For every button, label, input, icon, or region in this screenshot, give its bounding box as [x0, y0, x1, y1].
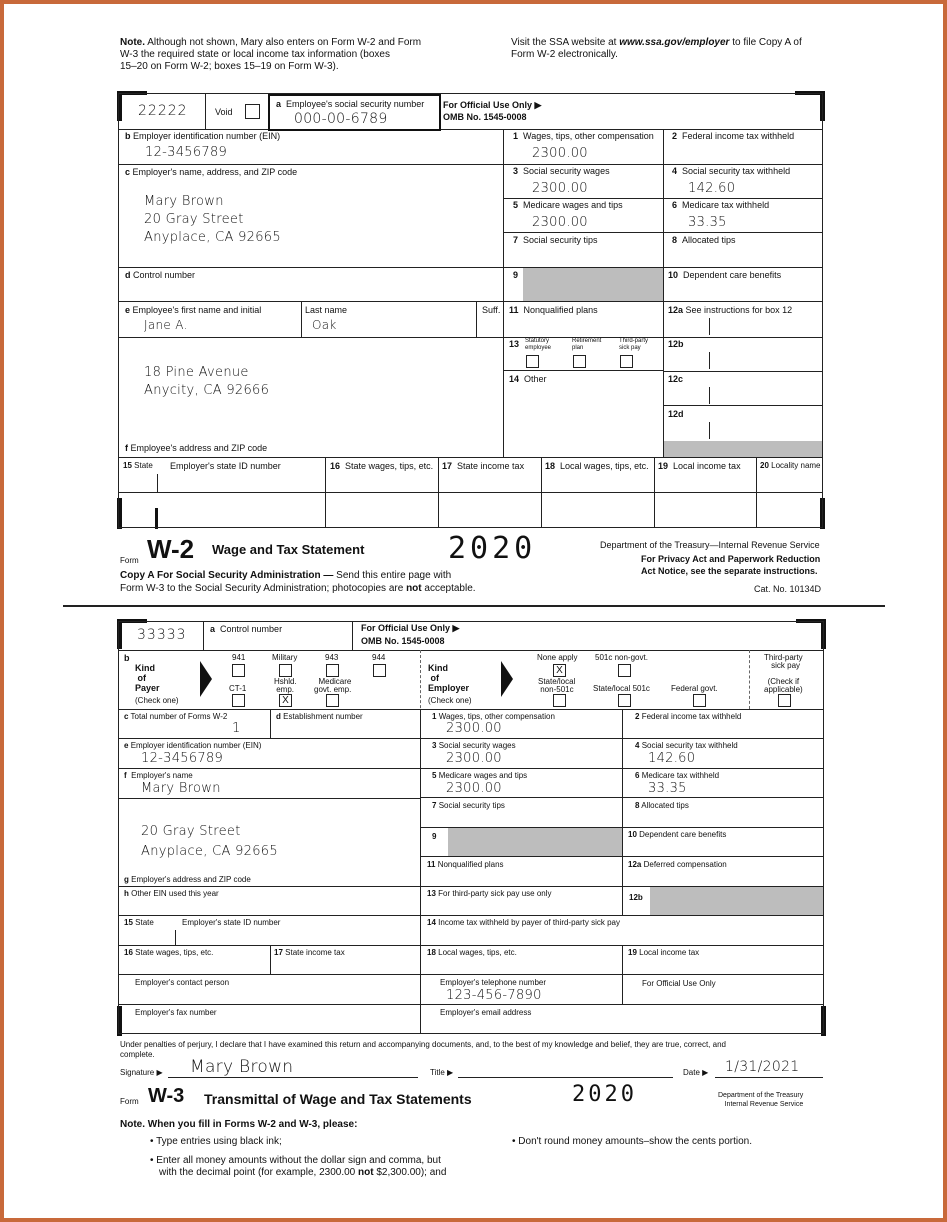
payer-medicare-govt-checkbox[interactable] — [326, 694, 339, 707]
box10-label: 10 Dependent care benefits — [668, 270, 782, 280]
box2-label: 2 Federal income tax withheld — [672, 131, 795, 141]
employer-label: c Employer's name, address, and ZIP code — [125, 167, 298, 177]
payer-944-checkbox[interactable] — [373, 664, 386, 677]
w3-box5-value: 2300.00 — [446, 781, 502, 796]
w3-box7-label: 7 Social security tips — [432, 801, 505, 810]
employer-501c-label: 501c non-govt. — [595, 653, 648, 662]
box7-label: 7 Social security tips — [513, 235, 598, 245]
w2-form-word: Form — [120, 556, 139, 565]
void-checkbox[interactable] — [245, 104, 260, 119]
w3-box3-label: 3 Social security wages — [432, 741, 516, 750]
kind-of-payer-arrow — [200, 661, 212, 697]
employee-first-name-label: e Employee's first name and initial — [125, 305, 262, 315]
box15-label: 15 State — [123, 461, 153, 470]
box3-value: 2300.00 — [532, 181, 588, 196]
w3-form-title: Transmittal of Wage and Tax Statements — [204, 1091, 472, 1107]
w3-box6-label: 6 Medicare tax withheld — [635, 771, 720, 780]
box20-label: 20 Locality name — [760, 461, 821, 470]
box5-value: 2300.00 — [532, 215, 588, 230]
ein-label: b Employer identification number (EIN) — [125, 131, 281, 141]
top-note-left: Note. Although not shown, Mary also enters on Form W-2 and Form W-3 the required state or local income tax information (boxes 15–20 on Form W-2; boxes 15–19 on Form W-3). — [120, 37, 422, 72]
w3-box4-value: 142.60 — [648, 751, 696, 766]
payer-hshld-checkbox[interactable]: X — [279, 694, 292, 707]
payer-medicare-govt-label: Medicare govt. emp. — [314, 677, 352, 694]
w3-state-id-label: Employer's state ID number — [182, 918, 281, 927]
w3-employer-address-2: Anyplace, CA 92665 — [141, 844, 278, 859]
employee-last-name: Oak — [312, 318, 337, 332]
w3-code: 33333 — [137, 627, 187, 643]
w3-employer-address-1: 20 Gray Street — [141, 824, 241, 839]
payer-943-checkbox[interactable] — [326, 664, 339, 677]
box4-value: 142.60 — [688, 181, 736, 196]
w3-omb-number: OMB No. 1545-0008 — [361, 636, 445, 646]
box14-label: 14 Other — [509, 374, 547, 384]
w2-cat-number: Cat. No. 10134D — [754, 584, 822, 594]
kind-of-employer-check-one: (Check one) — [428, 696, 472, 705]
employee-first-name: Jane A. — [144, 318, 188, 332]
bottom-note-bullet-3: • Don't round money amounts–show the cents portion. — [512, 1136, 752, 1147]
date-value: 1/31/2021 — [725, 1059, 800, 1075]
box8-label: 8 Allocated tips — [672, 235, 736, 245]
payer-941-checkbox[interactable] — [232, 664, 245, 677]
box12a-label: 12a See instructions for box 12 — [668, 305, 793, 315]
employer-state-local-non501c-checkbox[interactable] — [553, 694, 566, 707]
signature-value: Mary Brown — [190, 1057, 294, 1077]
employer-address-2: Anyplace, CA 92665 — [144, 230, 281, 245]
w2-privacy-1: For Privacy Act and Paperwork Reduction — [641, 554, 821, 564]
w3-box9-shaded — [448, 828, 622, 856]
corner-mark — [155, 508, 158, 529]
w3-box3-value: 2300.00 — [446, 751, 502, 766]
bottom-note-title: Note. When you fill in Forms W-2 and W-3, please: — [120, 1119, 358, 1130]
retirement-plan-label: Retirement plan — [572, 338, 602, 351]
kind-of-employer-arrow — [501, 661, 513, 697]
w3-box5-label: 5 Medicare wages and tips — [432, 771, 528, 780]
box12d-shaded — [664, 441, 822, 457]
employer-address-1: 20 Gray Street — [144, 212, 244, 227]
box6-value: 33.35 — [688, 215, 727, 230]
w2-code: 22222 — [138, 103, 188, 119]
statutory-employee-label: Statutory employee — [525, 338, 552, 351]
w3-box19-label: 19 Local income tax — [628, 948, 700, 957]
box3-label: 3 Social security wages — [513, 166, 610, 176]
box4-label: 4 Social security tax withheld — [672, 166, 791, 176]
third-party-sick-pay-label: Third-party sick pay — [619, 338, 649, 351]
w2-privacy-2: Act Notice, see the separate instructions. — [641, 566, 818, 576]
w3-box15-label: 15 State — [124, 918, 154, 927]
payer-military-checkbox[interactable] — [279, 664, 292, 677]
other-ein-label: h Other EIN used this year — [124, 889, 219, 898]
state-id-label: Employer's state ID number — [170, 461, 281, 471]
w3-ein-label: e Employer identification number (EIN) — [124, 741, 262, 750]
omb-number: OMB No. 1545-0008 — [443, 112, 527, 122]
kind-of-payer-label: Kind of Payer — [135, 663, 160, 693]
kind-of-employer-label: Kind of Employer — [428, 663, 470, 693]
bottom-note-bullet-2b: with the decimal point (for example, 2300.00 not $2,300.00); and — [159, 1167, 447, 1178]
employer-501c-checkbox[interactable] — [618, 664, 631, 677]
box9-shaded — [523, 268, 663, 301]
date-label: Date ▶ — [683, 1068, 709, 1077]
w3-employer-address-label: g Employer's address and ZIP code — [124, 875, 251, 884]
payer-943-label: 943 — [325, 653, 339, 662]
box12d-label: 12d — [668, 409, 684, 419]
kind-of-payer-check-one: (Check one) — [135, 696, 179, 705]
perjury-statement: Under penalties of perjury, I declare that I have examined this return and accompanying documents, and, to the best of my knowledge and belief, they are true, correct, and complete. — [120, 1040, 726, 1059]
w3-control-number-label: a Control number — [210, 624, 283, 634]
title-label: Title ▶ — [430, 1068, 454, 1077]
ssn-value: 000-00-6789 — [294, 111, 388, 127]
box1-value: 2300.00 — [532, 146, 588, 161]
email-label: Employer's email address — [440, 1008, 532, 1017]
official-use-only-2: For Official Use Only — [642, 979, 716, 988]
payer-military-label: Military — [272, 653, 298, 662]
payer-ct1-checkbox[interactable] — [232, 694, 245, 707]
w3-box1-label: 1 Wages, tips, other compensation — [432, 712, 555, 721]
w3-box6-value: 33.35 — [648, 781, 687, 796]
w3-box12b-label: 12b — [629, 893, 643, 902]
official-use-label: For Official Use Only ▶ — [443, 100, 542, 110]
w2-form-name: W-2 — [147, 534, 195, 564]
w3-box2-label: 2 Federal income tax withheld — [635, 712, 742, 721]
ein-value: 12-3456789 — [145, 145, 228, 160]
third-party-sick-pay-checkbox[interactable] — [620, 355, 633, 368]
third-party-sick-pay-label: Third-party sick pay (Check if applicable) — [764, 653, 803, 694]
contact-person-label: Employer's contact person — [135, 978, 230, 987]
payer-944-label: 944 — [372, 653, 386, 662]
payer-ct1-label: CT-1 — [229, 684, 247, 693]
w3-box8-label: 8 Allocated tips — [635, 801, 689, 810]
employer-none-apply-label: None apply — [537, 653, 578, 662]
w3-employer-name: Mary Brown — [141, 781, 221, 796]
employer-state-local-501c-checkbox[interactable] — [618, 694, 631, 707]
retirement-plan-checkbox[interactable] — [573, 355, 586, 368]
box9-label: 9 — [513, 270, 519, 280]
bottom-note-bullet-2a: • Enter all money amounts without the dollar sign and comma, but — [150, 1155, 441, 1166]
w3-form-word: Form — [120, 1097, 139, 1106]
copy-a-line-2: Form W-3 to the Social Security Administration; photocopies are not acceptable. — [120, 583, 476, 594]
w3-official-use-label: For Official Use Only ▶ — [361, 623, 460, 633]
box6-label: 6 Medicare tax withheld — [672, 200, 770, 210]
employer-state-local-non501c-label: State/local non-501c — [538, 677, 576, 694]
establishment-label: d Establishment number — [276, 712, 363, 721]
third-party-sick-pay-checkbox[interactable] — [778, 694, 791, 707]
top-note-right: Visit the SSA website at www.ssa.gov/employer to file Copy A of Form W-2 electronically. — [511, 37, 802, 60]
employee-address-label: f Employee's address and ZIP code — [125, 443, 268, 453]
last-name-label: Last name — [305, 305, 348, 315]
telephone-label: Employer's telephone number — [440, 978, 547, 987]
w3-box10-label: 10 Dependent care benefits — [628, 830, 727, 839]
total-forms-label: c Total number of Forms W-2 — [124, 712, 228, 721]
w3-box4-label: 4 Social security tax withheld — [635, 741, 738, 750]
w3-box16-label: 16 State wages, tips, etc. — [124, 948, 214, 957]
box18-label: 18 Local wages, tips, etc. — [545, 461, 649, 471]
employer-none-apply-checkbox[interactable]: X — [553, 664, 566, 677]
ssn-label: Employee's social security number — [286, 99, 425, 109]
telephone-value: 123-456-7890 — [446, 988, 542, 1003]
w3-dept: Department of the Treasury Internal Revenue Service — [718, 1092, 804, 1108]
w3-box9-label: 9 — [432, 832, 437, 841]
w2-a-label: a — [276, 99, 282, 109]
w3-box11-label: 11 Nonqualified plans — [427, 860, 504, 869]
total-forms-value: 1 — [232, 721, 241, 736]
w3-box14-label: 14 Income tax withheld by payer of third-party sick pay — [427, 918, 620, 927]
box5-label: 5 Medicare wages and tips — [513, 200, 623, 210]
w3-year: 2020 — [572, 1082, 637, 1107]
w3-box13-label: 13 For third-party sick pay use only — [427, 889, 552, 898]
employer-federal-govt-checkbox[interactable] — [693, 694, 706, 707]
box17-label: 17 State income tax — [442, 461, 525, 471]
employer-federal-govt-label: Federal govt. — [671, 684, 718, 693]
w3-box1-value: 2300.00 — [446, 721, 502, 736]
statutory-employee-checkbox[interactable] — [526, 355, 539, 368]
w3-ein-value: 12-3456789 — [141, 751, 224, 766]
bottom-note-bullet-1: • Type entries using black ink; — [150, 1136, 282, 1147]
box16-label: 16 State wages, tips, etc. — [330, 461, 434, 471]
control-number-label: d Control number — [125, 270, 196, 280]
payer-hshld-label: Hshld. emp. — [274, 677, 297, 694]
w2-dept: Department of the Treasury—Internal Revenue Service — [600, 540, 820, 550]
void-label: Void — [215, 107, 233, 117]
employee-address-2: Anycity, CA 92666 — [144, 383, 270, 398]
w2-form-title: Wage and Tax Statement — [212, 542, 365, 557]
w3-employer-name-label: f Employer's name — [124, 771, 193, 780]
employee-address-1: 18 Pine Avenue — [144, 365, 249, 380]
fax-label: Employer's fax number — [135, 1008, 217, 1017]
w3-box12a-label: 12a Deferred compensation — [628, 860, 727, 869]
box1-label: 1 Wages, tips, other compensation — [513, 131, 654, 141]
box11-label: 11 Nonqualified plans — [509, 305, 598, 315]
signature-label: Signature ▶ — [120, 1068, 163, 1077]
w3-b-label: b — [124, 653, 130, 663]
w3-box17-label: 17 State income tax — [274, 948, 345, 957]
w3-box18-label: 18 Local wages, tips, etc. — [427, 948, 517, 957]
cut-line — [63, 605, 885, 607]
box12c-label: 12c — [668, 374, 684, 384]
w3-box12b-shaded — [650, 887, 823, 915]
box12b-label: 12b — [668, 339, 684, 349]
employer-name: Mary Brown — [144, 194, 224, 209]
box19-label: 19 Local income tax — [658, 461, 741, 471]
box13-label: 13 — [509, 339, 520, 349]
suffix-label: Suff. — [482, 305, 501, 315]
payer-941-label: 941 — [232, 653, 246, 662]
employer-state-local-501c-label: State/local 501c — [593, 684, 650, 693]
w3-form-name: W-3 — [148, 1085, 185, 1107]
w2-year: 2020 — [448, 531, 537, 566]
copy-a-line-1: Copy A For Social Security Administration — Send this entire page with — [120, 570, 452, 581]
